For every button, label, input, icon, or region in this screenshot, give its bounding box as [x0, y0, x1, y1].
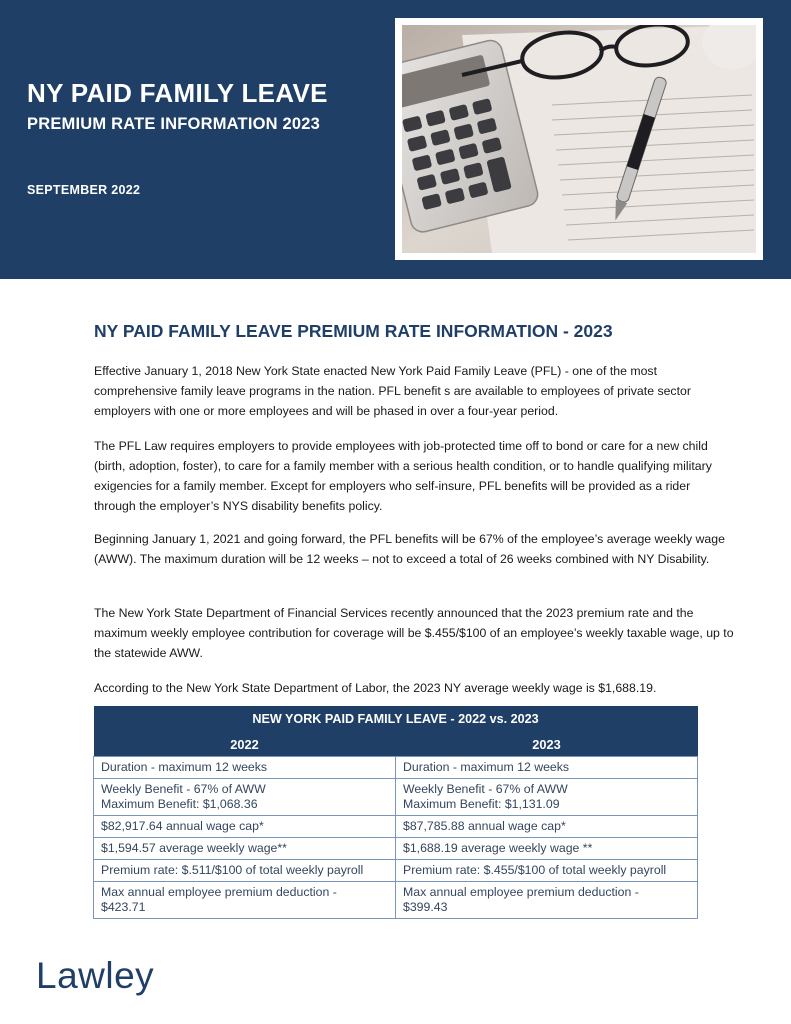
pfl-law-paragraph: The PFL Law requires employers to provide employees with job-protected time off to bond or care for a new child (birth, adoption, foster), to care for a family member with a serious health condition, or to handle qualifying military exigencies for a family member. Except for employers who self-insure, PFL benefits will be provided as a rider through the employer’s NYS disability benefits policy. — [94, 439, 712, 513]
cell-line: Maximum Benefit: $1,131.09 — [403, 797, 560, 811]
average-wage-paragraph: According to the New York State Department of Labor, the 2023 NY average weekly wage is $1,688.19. — [94, 681, 657, 695]
table-cell: Premium rate: $.455/$100 of total weekly payroll — [396, 860, 698, 882]
benefits-paragraph: Beginning January 1, 2021 and going forward, the PFL benefits will be 67% of the employee’s average weekly wage (AWW). The maximum duration will be 12 weeks – not to exceed a total of 26 weeks combined with NY Disability. — [94, 532, 725, 566]
banner-subtitle: PREMIUM RATE INFORMATION 2023 — [27, 115, 321, 133]
cell-line: Weekly Benefit - 67% of AWW — [403, 782, 568, 796]
table-cell: $1,688.19 average weekly wage ** — [396, 838, 698, 860]
intro-paragraph: Effective January 1, 2018 New York State enacted New York Paid Family Leave (PFL) - one of the most comprehensive family leave programs in the nation. PFL benefit s are available to employees of private sector employers with one or more employees and will be phased in over a four-year period. — [94, 364, 691, 418]
table-cell: $82,917.64 annual wage cap* — [94, 816, 396, 838]
table-row — [94, 816, 698, 838]
table-cell: $1,594.57 average weekly wage** — [94, 838, 396, 860]
table-cell: Premium rate: $.511/$100 of total weekly payroll — [94, 860, 396, 882]
table-title: NEW YORK PAID FAMILY LEAVE - 2022 vs. 2023 — [94, 706, 698, 732]
cell-line: $423.71 — [101, 900, 146, 914]
cell-line: $399.43 — [403, 900, 448, 914]
header-photo-calculator-glasses-pen — [402, 25, 756, 253]
cell-line: Maximum Benefit: $1,068.36 — [101, 797, 258, 811]
table-row — [94, 838, 698, 860]
comparison-table — [93, 706, 698, 919]
table-cell: Duration - maximum 12 weeks — [94, 757, 396, 779]
table-row — [94, 860, 698, 882]
page-heading: NY PAID FAMILY LEAVE PREMIUM RATE INFORMATION - 2023 — [94, 321, 613, 341]
table-cell — [94, 882, 396, 919]
banner-date: SEPTEMBER 2022 — [27, 183, 141, 197]
banner-title: NY PAID FAMILY LEAVE — [27, 78, 328, 108]
lawley-logo: Lawley — [36, 955, 155, 996]
table-cell — [396, 882, 698, 919]
table-cell — [396, 779, 698, 816]
table-row — [94, 779, 698, 816]
table-row — [94, 757, 698, 779]
cell-line: Max annual employee premium deduction - — [403, 885, 639, 899]
column-header-2022: 2022 — [94, 732, 396, 757]
column-header-2023: 2023 — [396, 732, 698, 757]
table-cell: Duration - maximum 12 weeks — [396, 757, 698, 779]
cell-line: Weekly Benefit - 67% of AWW — [101, 782, 266, 796]
table-cell — [94, 779, 396, 816]
table-cell: $87,785.88 annual wage cap* — [396, 816, 698, 838]
premium-rate-paragraph: The New York State Department of Financial Services recently announced that the 2023 premium rate and the maximum weekly employee contribution for coverage will be $.455/$100 of an employee’s weekly taxable wage, up to the statewide AWW. — [94, 606, 734, 660]
table-row — [94, 882, 698, 919]
cell-line: Max annual employee premium deduction - — [101, 885, 337, 899]
